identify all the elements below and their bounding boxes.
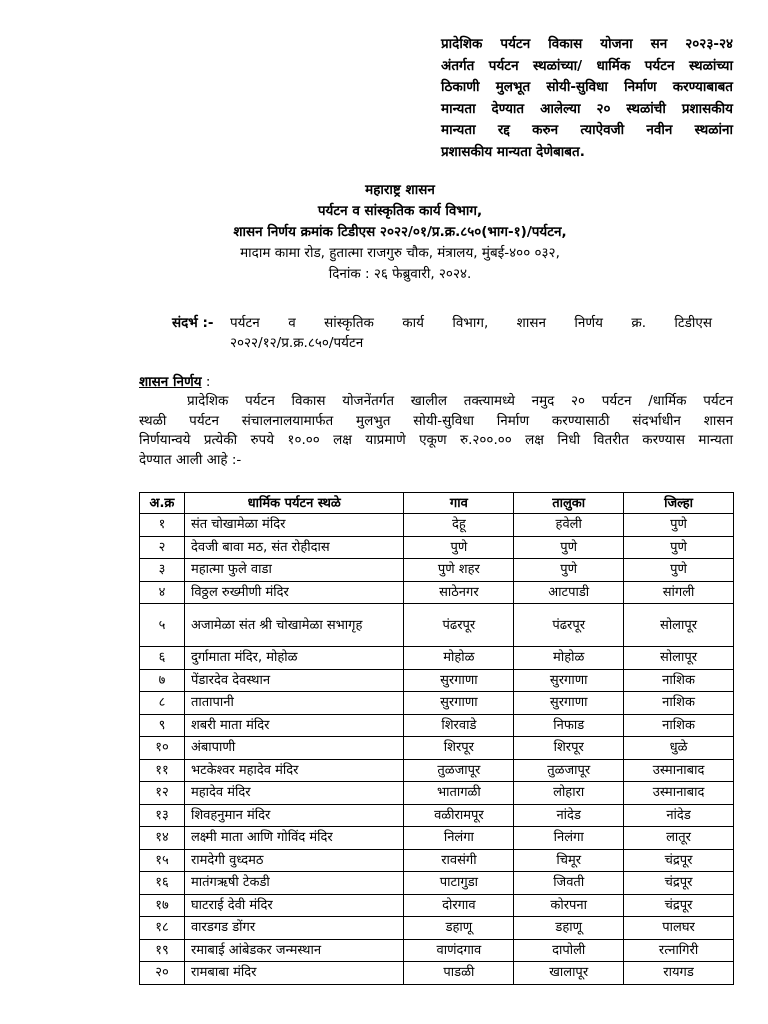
- table-row: [140, 714, 734, 737]
- taluka-cell: दापोली: [514, 939, 624, 962]
- decision-colon: :: [201, 374, 211, 390]
- place-cell: भटकेश्वर महादेव मंदिर: [184, 759, 404, 782]
- table-header-row: [140, 493, 734, 514]
- place-cell: वारडगड डोंगर: [184, 917, 404, 940]
- table-row: [140, 827, 734, 850]
- district-cell: लातूर: [624, 827, 734, 850]
- place-cell: विठ्ठल रुख्मीणी मंदिर: [184, 581, 404, 604]
- table-body: [140, 514, 734, 985]
- place-cell: तातापानी: [184, 692, 404, 715]
- taluka-cell: पुणे: [514, 536, 624, 559]
- serial-cell: ८: [140, 692, 185, 715]
- village-cell: निलंगा: [404, 827, 514, 850]
- taluka-cell: शिरपूर: [514, 737, 624, 760]
- district-cell: नाशिक: [624, 692, 734, 715]
- reference-line: पर्यटन व सांस्कृतिक कार्य विभाग, शासन निर्णय क्र. टिडीएस: [230, 315, 712, 331]
- table-row: [140, 604, 734, 647]
- taluka-cell: सुरगाणा: [514, 692, 624, 715]
- table-row: [140, 782, 734, 805]
- taluka-cell: मोहोळ: [514, 647, 624, 670]
- decision-line: देण्यात आली आहे :-: [139, 451, 242, 468]
- village-cell: पाडळी: [404, 962, 514, 985]
- serial-cell: १२: [140, 782, 185, 805]
- table-row: [140, 939, 734, 962]
- village-cell: सुरगाणा: [404, 669, 514, 692]
- table-row: [140, 849, 734, 872]
- place-cell: घाटराई देवी मंदिर: [184, 894, 404, 917]
- district-cell: सांगली: [624, 581, 734, 604]
- table-row: [140, 559, 734, 582]
- places-table: [139, 492, 734, 985]
- taluka-cell: चिमूर: [514, 849, 624, 872]
- district-cell: पुणे: [624, 514, 734, 537]
- serial-cell: १३: [140, 804, 185, 827]
- village-cell: तुळजापूर: [404, 759, 514, 782]
- village-cell: पुणे शहर: [404, 559, 514, 582]
- village-cell: रावसंगी: [404, 849, 514, 872]
- place-cell: लक्ष्मी माता आणि गोविंद मंदिर: [184, 827, 404, 850]
- decision-body: [139, 392, 733, 470]
- district-cell: रत्नागिरी: [624, 939, 734, 962]
- district-cell: चंद्रपूर: [624, 894, 734, 917]
- column-header-village: गाव: [404, 493, 514, 514]
- subject-line: ठिकाणी मुलभूत सोयी-सुविधा निर्माण करण्याबाबत: [441, 79, 733, 95]
- place-cell: देवजी बावा मठ, संत रोहीदास: [184, 536, 404, 559]
- place-cell: अंबापाणी: [184, 737, 404, 760]
- village-cell: मोहोळ: [404, 647, 514, 670]
- serial-cell: २: [140, 536, 185, 559]
- taluka-cell: डहाणू: [514, 917, 624, 940]
- taluka-cell: लोहारा: [514, 782, 624, 805]
- taluka-cell: निफाड: [514, 714, 624, 737]
- village-cell: दोरगाव: [404, 894, 514, 917]
- village-cell: पुणे: [404, 536, 514, 559]
- reference-line: २०२२/१२/प्र.क्र.८५०/पर्यटन: [230, 335, 364, 351]
- taluka-cell: खालापूर: [514, 962, 624, 985]
- place-cell: रामदेगी वुध्दमठ: [184, 849, 404, 872]
- decision-line: स्थळी पर्यटन संचालनालयामार्फत मुलभुत सोयी-सुविधा निर्माण करण्यासाठी संदर्भाधीन शासन: [139, 412, 733, 429]
- district-cell: पुणे: [624, 536, 734, 559]
- decision-heading: [139, 372, 210, 392]
- place-cell: शबरी माता मंदिर: [184, 714, 404, 737]
- column-header-place: धार्मिक पर्यटन स्थळे: [184, 493, 404, 514]
- taluka-cell: हवेली: [514, 514, 624, 537]
- district-cell: सोलापूर: [624, 647, 734, 670]
- district-cell: नाशिक: [624, 669, 734, 692]
- subject-line: प्रादेशिक पर्यटन विकास योजना सन २०२३-२४: [441, 36, 733, 52]
- district-cell: नांदेड: [624, 804, 734, 827]
- village-cell: भातागळी: [404, 782, 514, 805]
- table-row: [140, 536, 734, 559]
- subject-line: अंतर्गत पर्यटन स्थळांच्या/ धार्मिक पर्यटन स्थळांच्या: [441, 57, 733, 74]
- table-row: [140, 514, 734, 537]
- table-row: [140, 692, 734, 715]
- district-cell: सोलापूर: [624, 604, 734, 647]
- table-row: [140, 581, 734, 604]
- village-cell: सुरगाणा: [404, 692, 514, 715]
- place-cell: रमाबाई आंबेडकर जन्मस्थान: [184, 939, 404, 962]
- serial-cell: १७: [140, 894, 185, 917]
- serial-cell: ६: [140, 647, 185, 670]
- village-cell: शिरवाडे: [404, 714, 514, 737]
- department-name: पर्यटन व सांस्कृतिक कार्य विभाग,: [317, 203, 483, 219]
- village-cell: देहू: [404, 514, 514, 537]
- village-cell: वळीरामपूर: [404, 804, 514, 827]
- district-cell: रायगड: [624, 962, 734, 985]
- subject-line: मान्यता रद्द करुन त्याऐवजी नवीन स्थळांना: [441, 122, 733, 138]
- table-row: [140, 917, 734, 940]
- serial-cell: १०: [140, 737, 185, 760]
- serial-cell: ४: [140, 581, 185, 604]
- subject-line: मान्यता देण्यात आलेल्या २० स्थळांची प्रशासकीय: [441, 100, 733, 117]
- district-cell: उस्मानाबाद: [624, 782, 734, 805]
- serial-cell: ११: [140, 759, 185, 782]
- column-header-district: जिल्हा: [624, 493, 734, 514]
- taluka-cell: पंढरपूर: [514, 604, 624, 647]
- column-header-serial: अ.क्र: [140, 493, 185, 514]
- village-cell: वाणंदगाव: [404, 939, 514, 962]
- address: मादाम कामा रोड, हुतात्मा राजगुरु चौक, मंत्रालय, मुंबई-४०० ०३२,: [240, 245, 560, 261]
- taluka-cell: आटपाडी: [514, 581, 624, 604]
- decision-line: निर्णयान्वये प्रत्येकी रुपये १०.०० लक्ष याप्रमाणे एकूण रु.२००.०० लक्ष निधी वितरीत करण्यास मान्यता: [139, 432, 733, 448]
- place-cell: रामबाबा मंदिर: [184, 962, 404, 985]
- serial-cell: १५: [140, 849, 185, 872]
- village-cell: साठेनगर: [404, 581, 514, 604]
- subject: [441, 34, 733, 163]
- table-row: [140, 669, 734, 692]
- place-cell: महात्मा फुले वाडा: [184, 559, 404, 582]
- table-row: [140, 962, 734, 985]
- table-row: [140, 804, 734, 827]
- taluka-cell: सुरगाणा: [514, 669, 624, 692]
- district-cell: धुळे: [624, 737, 734, 760]
- taluka-cell: कोरपना: [514, 894, 624, 917]
- district-cell: चंद्रपूर: [624, 872, 734, 895]
- serial-cell: १६: [140, 872, 185, 895]
- column-header-taluka: तालुका: [514, 493, 624, 514]
- place-cell: मातंगऋषी टेकडी: [184, 872, 404, 895]
- place-cell: पेंडारदेव देवस्थान: [184, 669, 404, 692]
- place-cell: दुर्गामाता मंदिर, मोहोळ: [184, 647, 404, 670]
- serial-cell: ३: [140, 559, 185, 582]
- subject-line: प्रशासकीय मान्यता देणेबाबत.: [441, 143, 585, 160]
- gr-number: शासन निर्णय क्रमांक टिडीएस २०२२/०१/प्र.क्र.८५०(भाग-१)/पर्यटन,: [233, 224, 567, 240]
- reference-label: संदर्भ :-: [172, 315, 214, 331]
- government-name: महाराष्ट्र शासन: [365, 182, 435, 198]
- date: दिनांक : २६ फेब्रुवारी, २०२४.: [328, 266, 472, 282]
- taluka-cell: पुणे: [514, 559, 624, 582]
- place-cell: शिवहनुमान मंदिर: [184, 804, 404, 827]
- place-cell: महादेव मंदिर: [184, 782, 404, 805]
- decision-title: शासन निर्णय: [139, 374, 202, 390]
- serial-cell: ७: [140, 669, 185, 692]
- decision-line: प्रादेशिक पर्यटन विकास योजनेंतर्गत खालील तक्त्यामध्ये नमुद २० पर्यटन /धार्मिक पर्यटन: [187, 393, 733, 409]
- serial-cell: १८: [140, 917, 185, 940]
- district-cell: नाशिक: [624, 714, 734, 737]
- place-cell: संत चोखामेळा मंदिर: [184, 514, 404, 537]
- taluka-cell: तुळजापूर: [514, 759, 624, 782]
- taluka-cell: नांदेड: [514, 804, 624, 827]
- document-header: [180, 180, 620, 285]
- village-cell: डहाणू: [404, 917, 514, 940]
- place-cell: अजामेळा संत श्री चोखामेळा सभागृह: [184, 604, 404, 647]
- table-row: [140, 759, 734, 782]
- serial-cell: ५: [140, 604, 185, 647]
- table-row: [140, 737, 734, 760]
- table-row: [140, 894, 734, 917]
- village-cell: पाटागुडा: [404, 872, 514, 895]
- serial-cell: १९: [140, 939, 185, 962]
- taluka-cell: जिवती: [514, 872, 624, 895]
- serial-cell: १४: [140, 827, 185, 850]
- district-cell: चंद्रपूर: [624, 849, 734, 872]
- serial-cell: ९: [140, 714, 185, 737]
- district-cell: पुणे: [624, 559, 734, 582]
- table-row: [140, 872, 734, 895]
- taluka-cell: निलंगा: [514, 827, 624, 850]
- village-cell: शिरपूर: [404, 737, 514, 760]
- district-cell: पालघर: [624, 917, 734, 940]
- district-cell: उस्मानाबाद: [624, 759, 734, 782]
- table-row: [140, 647, 734, 670]
- serial-cell: १: [140, 514, 185, 537]
- serial-cell: २०: [140, 962, 185, 985]
- village-cell: पंढरपूर: [404, 604, 514, 647]
